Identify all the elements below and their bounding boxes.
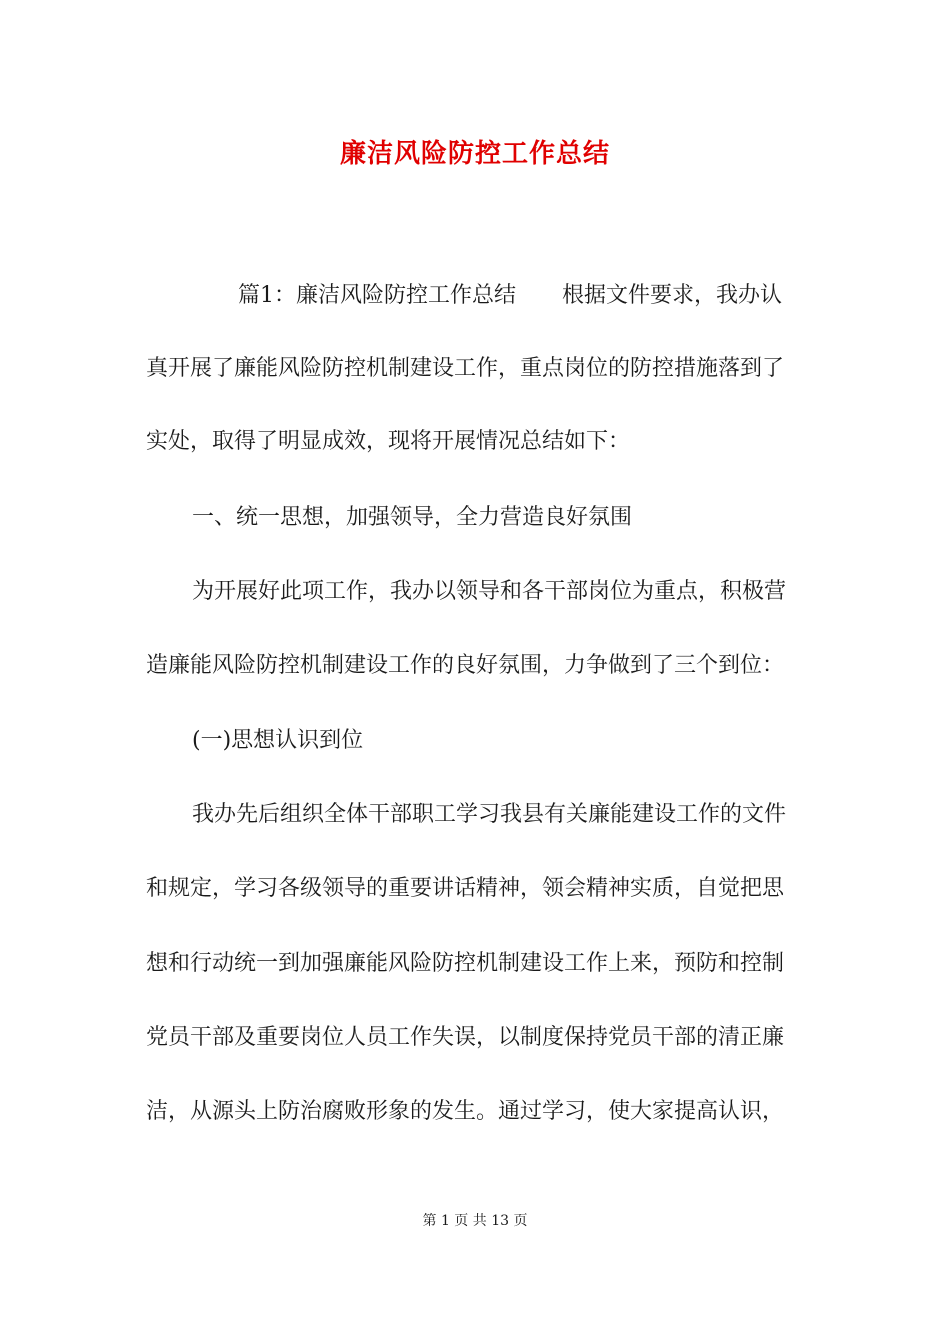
paragraph-line: 和规定，学习各级领导的重要讲话精神，领会精神实质，自觉把思 bbox=[146, 876, 785, 901]
document-title: 廉洁风险防控工作总结 bbox=[339, 139, 610, 169]
intro-text: 根据文件要求，我办认 bbox=[562, 283, 783, 308]
section-heading: 一、统一思想，加强领导，全力营造良好氛围 bbox=[192, 505, 633, 530]
paragraph-line: 党员干部及重要岗位人员工作失误，以制度保持党员干部的清正廉 bbox=[146, 1025, 785, 1050]
page-number: 第 1 页 共 13 页 bbox=[422, 1213, 528, 1229]
subsection-heading: (一)思想认识到位 bbox=[192, 728, 364, 753]
intro-heading: 篇1：廉洁风险防控工作总结 bbox=[238, 283, 516, 308]
paragraph-line: 造廉能风险防控机制建设工作的良好氛围，力争做到了三个到位： bbox=[146, 653, 785, 678]
paragraph-line bbox=[238, 281, 816, 311]
paragraph-line: 我办先后组织全体干部职工学习我县有关廉能建设工作的文件 bbox=[192, 802, 787, 827]
paragraph-line: 想和行动统一到加强廉能风险防控机制建设工作上来，预防和控制 bbox=[146, 951, 785, 976]
paragraph-line: 洁，从源头上防治腐败形象的发生。通过学习，使大家提高认识， bbox=[146, 1099, 785, 1124]
paragraph-line: 实处，取得了明显成效，现将开展情况总结如下： bbox=[146, 429, 631, 454]
paragraph-line: 真开展了廉能风险防控机制建设工作，重点岗位的防控措施落到了 bbox=[146, 356, 785, 381]
paragraph-line: 为开展好此项工作，我办以领导和各干部岗位为重点，积极营 bbox=[192, 579, 787, 604]
